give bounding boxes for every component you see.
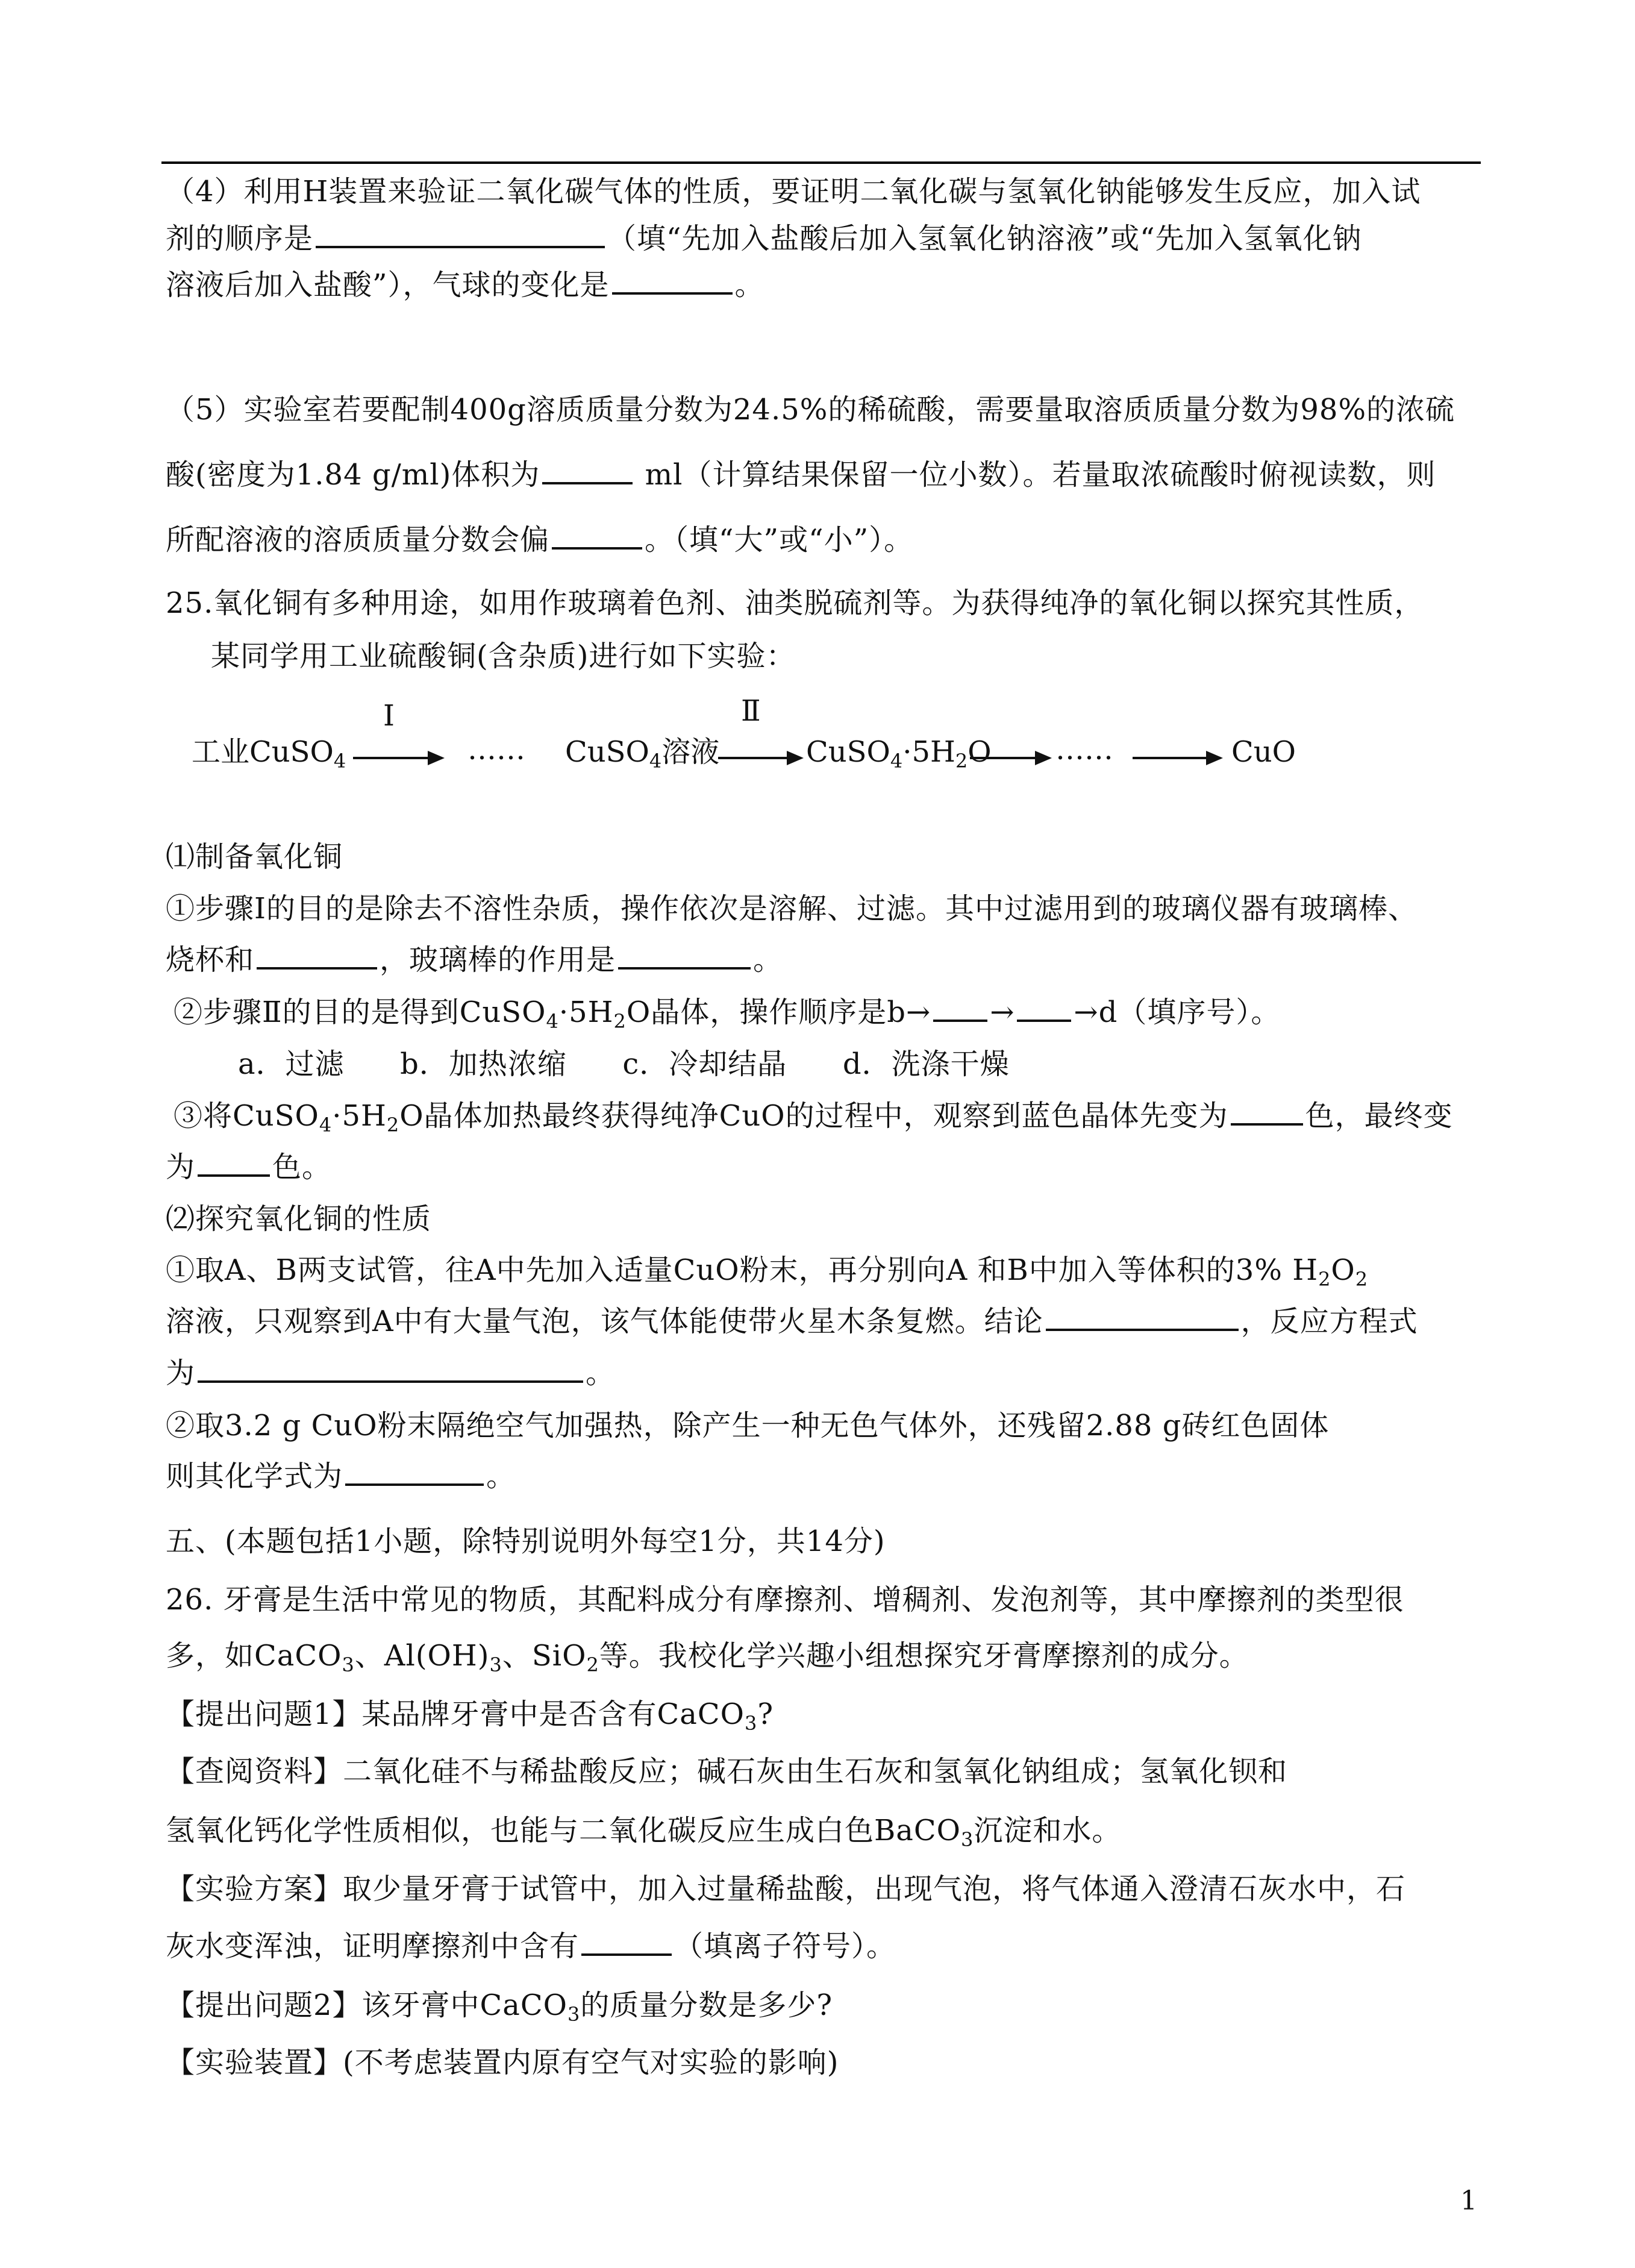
q25-intro-line1: 25.氧化铜有多种用途，如用作玻璃着色剂、油类脱硫剂等。为获得纯净的氧化铜以探究其性质， [166, 586, 1424, 620]
flow-solution: CuSO$_4$溶液 [565, 735, 720, 772]
q25-intro-line2: 某同学用工业硫酸铜(含杂质)进行如下实验： [211, 639, 796, 673]
flow-dots: …… [1055, 733, 1113, 766]
flow-end: CuO [1231, 735, 1296, 769]
q26-question-2: 【提出问题2】该牙膏中CaCO$_3$的质量分数是多少? [166, 1988, 833, 2026]
answer-blank[interactable] [1231, 1099, 1303, 1126]
q26-line1: 26. 牙膏是生活中常见的物质，其配料成分有摩擦剂、增稠剂、发泡剂等，其中摩擦剂的类型很 [166, 1583, 1404, 1617]
arrow-icon [718, 757, 801, 759]
answer-blank[interactable] [1046, 1305, 1239, 1331]
arrow-icon [353, 757, 442, 759]
step-2-label: Ⅱ [741, 694, 761, 728]
section-5-heading: 五、(本题包括1小题，除特别说明外每空1分，共14分) [166, 1524, 886, 1558]
q25-e1-line3: 为 。 [166, 1356, 616, 1390]
q25-s1-line1: ①步骤Ⅰ的目的是除去不溶性杂质，操作依次是溶解、过滤。其中过滤用到的玻璃仪器有玻璃棒、 [166, 892, 1418, 926]
answer-blank[interactable] [316, 222, 605, 248]
arrow-icon [1133, 757, 1221, 759]
answer-blank[interactable] [581, 1929, 672, 1956]
header-rule [161, 161, 1481, 164]
option-c: c．冷却结晶 [622, 1047, 787, 1081]
answer-blank[interactable] [552, 523, 642, 550]
q25-part1-title: ⑴制备氧化铜 [166, 840, 343, 874]
q25-e2-line1: ②取3.2 g CuO粉末隔绝空气加强热，除产生一种无色气体外，还残留2.88 g砖红色固体 [166, 1409, 1330, 1443]
answer-blank[interactable] [1017, 995, 1071, 1022]
answer-blank[interactable] [933, 995, 987, 1022]
q25-e1-line2: 溶液，只观察到A中有大量气泡，该气体能使带火星木条复燃。结论 ，反应方程式 [166, 1305, 1418, 1338]
q25-s3-line2: 为 色。 [166, 1150, 332, 1184]
q25-e2-line2: 则其化学式为 。 [166, 1459, 516, 1493]
q24-p4-line1: （4）利用H装置来验证二氧化碳气体的性质，要证明二氧化碳与氢氧化钠能够发生反应，加入试 [166, 175, 1421, 208]
page-number: 1 [1460, 2185, 1477, 2216]
q25-e1-line1: ①取A、B两支试管，往A中先加入适量CuO粉末，再分别向A 和B中加入等体积的3% $H_2O_2$ [166, 1253, 1369, 1291]
q26-info-line1: 【查阅资料】二氧化硅不与稀盐酸反应；碱石灰由生石灰和氢氧化钠组成；氢氧化钡和 [166, 1755, 1288, 1788]
q26-question-1: 【提出问题1】某品牌牙膏中是否含有CaCO$_3$? [166, 1697, 774, 1735]
answer-blank[interactable] [542, 458, 633, 484]
flow-dots: …… [467, 733, 525, 766]
answer-blank[interactable] [345, 1459, 484, 1486]
q26-info-line2: 氢氧化钙化学性质相似，也能与二氧化碳反应生成白色BaCO$_3$沉淀和水。 [166, 1814, 1122, 1851]
q25-s2: ②步骤Ⅱ的目的是得到$CuSO_4\cdot 5H_2O$晶体，操作顺序是b→ → →d（填序号）。 [174, 995, 1281, 1033]
flow-crystal: $CuSO_4\cdot 5H_2O$ [806, 735, 992, 772]
step-1-label: Ⅰ [383, 699, 395, 733]
q24-p4-line2: 剂的顺序是 （填“先加入盐酸后加入氢氧化钠溶液”或“先加入氢氧化钠 [166, 222, 1362, 255]
q24-p4-line3: 溶液后加入盐酸”），气球的变化是 。 [166, 268, 764, 302]
q26-line2: 多，如CaCO$_3$、$Al(OH)_3$、SiO$_2$等。我校化学兴趣小组想探究牙膏摩擦剂的成分。 [166, 1639, 1249, 1676]
answer-blank[interactable] [618, 943, 751, 970]
arrow-icon [970, 757, 1049, 759]
q24-p5-line2: 酸(密度为1.84 g/ml)体积为 ml（计算结果保留一位小数）。若量取浓硫酸时俯视读数，则 [166, 458, 1436, 492]
option-d: d．洗涤干燥 [842, 1047, 1010, 1081]
q25-s3-line1: ③将$CuSO_4\cdot 5H_2O$晶体加热最终获得纯净CuO的过程中，观察到蓝色晶体先变为 色，最终变 [174, 1099, 1453, 1136]
q26-plan-line2: 灰水变浑浊，证明摩擦剂中含有 （填离子符号）。 [166, 1929, 896, 1963]
q24-p5-line1: （5）实验室若要配制400g溶质质量分数为24.5%的稀硫酸，需要量取溶质质量分数为98%的浓硫 [166, 393, 1455, 427]
option-a: a．过滤 [238, 1047, 345, 1081]
option-b: b．加热浓缩 [400, 1047, 567, 1081]
q25-options [238, 1046, 1010, 1082]
answer-blank[interactable] [198, 1356, 583, 1383]
q24-p5-line3: 所配溶液的溶质质量分数会偏 。（填“大”或“小”）。 [166, 523, 914, 557]
q26-device: 【实验装置】(不考虑装置内原有空气对实验的影响) [166, 2046, 839, 2079]
answer-blank[interactable] [198, 1150, 270, 1177]
answer-blank[interactable] [612, 268, 733, 295]
answer-blank[interactable] [257, 943, 377, 970]
q26-plan-line1: 【实验方案】取少量牙膏于试管中，加入过量稀盐酸，出现气泡，将气体通入澄清石灰水中，石 [166, 1872, 1406, 1906]
q25-s1-line2: 烧杯和 ，玻璃棒的作用是 。 [166, 943, 783, 977]
q25-part2-title: ⑵探究氧化铜的性质 [166, 1202, 432, 1236]
flow-start: 工业CuSO$_4$ [192, 735, 346, 772]
